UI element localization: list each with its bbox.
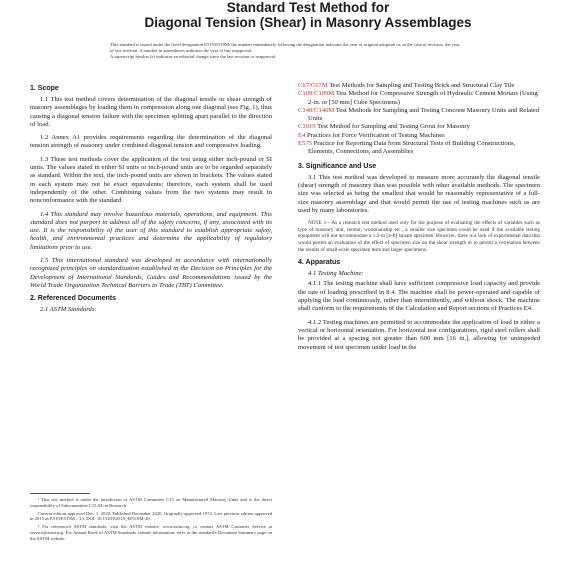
reference-title: Practice for Reporting Data from Structural Tests of Building Constructions, Elements, Connections, and Assemblies	[308, 140, 516, 156]
reference-item	[298, 107, 540, 124]
left-column	[30, 82, 272, 317]
reference-list	[298, 82, 540, 157]
significance-para-1: 3.1 This test method was developed to measure more accurately the diagonal tensile (shear) strength of masonry than was possible with other available methods. The specimen size was selected as being the smallest that would be reasonably representative of a full-size masonry assemblage and that would permit the use of testing machines such as are used by many laboratories.	[298, 173, 540, 214]
note-1: NOTE 1—As a research test method used only for the purpose of evaluating the effects of variables such as type of masonry unit, mortar, workmanship etc., a smaller size specimen could be used if the available testing equipment will not accommodate a 1.2-m [4-ft] square specimen. However, there is a lack of experimental data that would permit an evaluation of the effect of specimen size on the shear strength or to permit a correlation between the results of small-scale specimen tests and larger specimens.	[298, 220, 540, 253]
section-heading-scope: 1. Scope	[30, 85, 59, 92]
reference-title: Test Methods for Sampling and Testing Brick and Structural Clay Tile	[327, 82, 515, 89]
section-heading-referenced: 2. Referenced Documents	[30, 295, 116, 303]
preamble	[110, 42, 460, 60]
reference-code-link[interactable]: E575	[298, 140, 312, 148]
scope-para-5: 1.5 This international standard was developed in accordance with internationally recognized principles on standardization established in the Decision on Principles for the Development of International Standards, Guides and Recommendations issued by the World Trade Organization Technical Barriers to Trade (TBT) Committee.	[30, 257, 272, 289]
footnote-divider	[30, 493, 90, 494]
testing-machine-subheading: 4.1 Testing Machine:	[308, 270, 364, 278]
title-line-2: Diagonal Tension (Shear) in Masonry Assemblages	[144, 15, 472, 30]
reference-title: Test Method for Sampling and Testing Grout for Masonry	[315, 123, 470, 131]
reference-item	[298, 90, 540, 107]
title-line-1: Standard Test Method for	[226, 0, 390, 15]
reference-item	[298, 123, 540, 131]
astm-standards-subheading: 2.1 ASTM Standards:	[40, 306, 97, 314]
right-column	[298, 82, 540, 357]
footnote-edition: Current edition approved Dec. 1, 2020. Published December 2020. Originally approved 1974. Last previous edition approved in 2015 as E519/E519M – 15. DOI: 10.1520/E0519_E0519M-20.	[30, 510, 272, 522]
document-title	[118, 0, 498, 30]
preamble-line-1: This standard is issued under the fixed designation E519/E519M; the number immediately following the designation indicates the year of original adoption or, in the case of revision, the year of last revision. A number in parentheses indicates the year of last reapproval.	[110, 42, 460, 53]
reference-item	[298, 140, 540, 157]
reference-item	[298, 82, 540, 90]
footnote-1: ¹ This test method is under the jurisdiction of ASTM Committee C15 on Manufactured Masonry Units and is the direct responsibility of Subcommittee C15.04 on Research.	[30, 497, 272, 508]
reference-title: Test Method for Compressive Strength of Hydraulic Cement Mortars (Using 2-in. or [50 mm] Cube Specimens)	[308, 90, 538, 106]
scope-para-4: 1.4 This standard may involve hazardous materials, operations, and equipment. This standard does not purport to address all of the safety concerns, if any, associated with its use. It is the responsibility of the user of this standard to establish appropriate safety, health, and environmental practices and determine the applicability of regulatory limitations prior to use.	[30, 210, 272, 251]
reference-title: Practices for Force Verification of Testing Machines	[305, 131, 445, 139]
preamble-line-2: A superscript epsilon (ε) indicates an editorial change since the last revision or reapproval.	[110, 54, 277, 59]
scope-para-1: 1.1 This test method covers determination of the diagonal tensile or shear strength of masonry assemblages by loading them in compression along one diagonal (see Fig. 1), thus causing a diagonal tension failure with the specimen splitting apart parallel to the direction of load.	[30, 96, 272, 128]
section-heading-apparatus: 4. Apparatus	[298, 259, 341, 267]
footnote-2: ² For referenced ASTM standards, visit the ASTM website, www.astm.org, or contact ASTM Customer Service at service@astm.org. For Annual Book of ASTM Standards volume information, refer to the standard's Document Summary page on the ASTM website.	[30, 524, 272, 541]
scope-para-2: 1.2 Annex A1 provides requirements regarding the determination of the diagonal tension strength of masonry under combined diagonal tension and compressive loading.	[30, 134, 272, 150]
reference-title: Test Methods for Sampling and Testing Concrete Masonry Units and Related Units	[308, 106, 540, 123]
reference-code-link[interactable]: E4	[298, 131, 306, 139]
reference-item	[298, 132, 540, 140]
apparatus-para-1: 4.1.1 The testing machine shall have sufficient compressive load capacity and provide the rate of loading prescribed in 8.4. The machine shall be power-operated and capable of applying the load continuously, rather than intermittently, and without shock. The machine shall conform to the requirements of the Calculation and Report sections of Practices E4.	[298, 280, 540, 313]
reference-code-link[interactable]: C67/C67M	[298, 82, 328, 89]
section-heading-significance: 3. Significance and Use	[298, 162, 377, 170]
reference-code-link[interactable]: C1019	[298, 123, 316, 131]
reference-code-link[interactable]: C109/C109M	[298, 90, 335, 98]
footnotes	[30, 497, 272, 544]
scope-para-3: 1.3 These test methods cover the application of the test using either inch-pound or SI units. The values stated in either SI units or inch-pound units are to be regarded separately as standard. Within the text, the inch-pound units are shown in brackets. The values stated in each system may not be exact equivalents; therefore, each system shall be used independently of the other. Combining values from the two systems may result in nonconformance with the standard.	[30, 155, 272, 205]
apparatus-para-2: 4.1.2 Testing machines are permitted to accommodate the application of load in either a vertical or horizontal orientation. For horizontal test configurations, rigid steel rollers shall be provided at a spacing not greater than 600 mm [16 in.], allowing for unimpeded movement of test specimen under load in the	[298, 318, 540, 351]
reference-code-link[interactable]: C140/C140M	[298, 106, 335, 114]
